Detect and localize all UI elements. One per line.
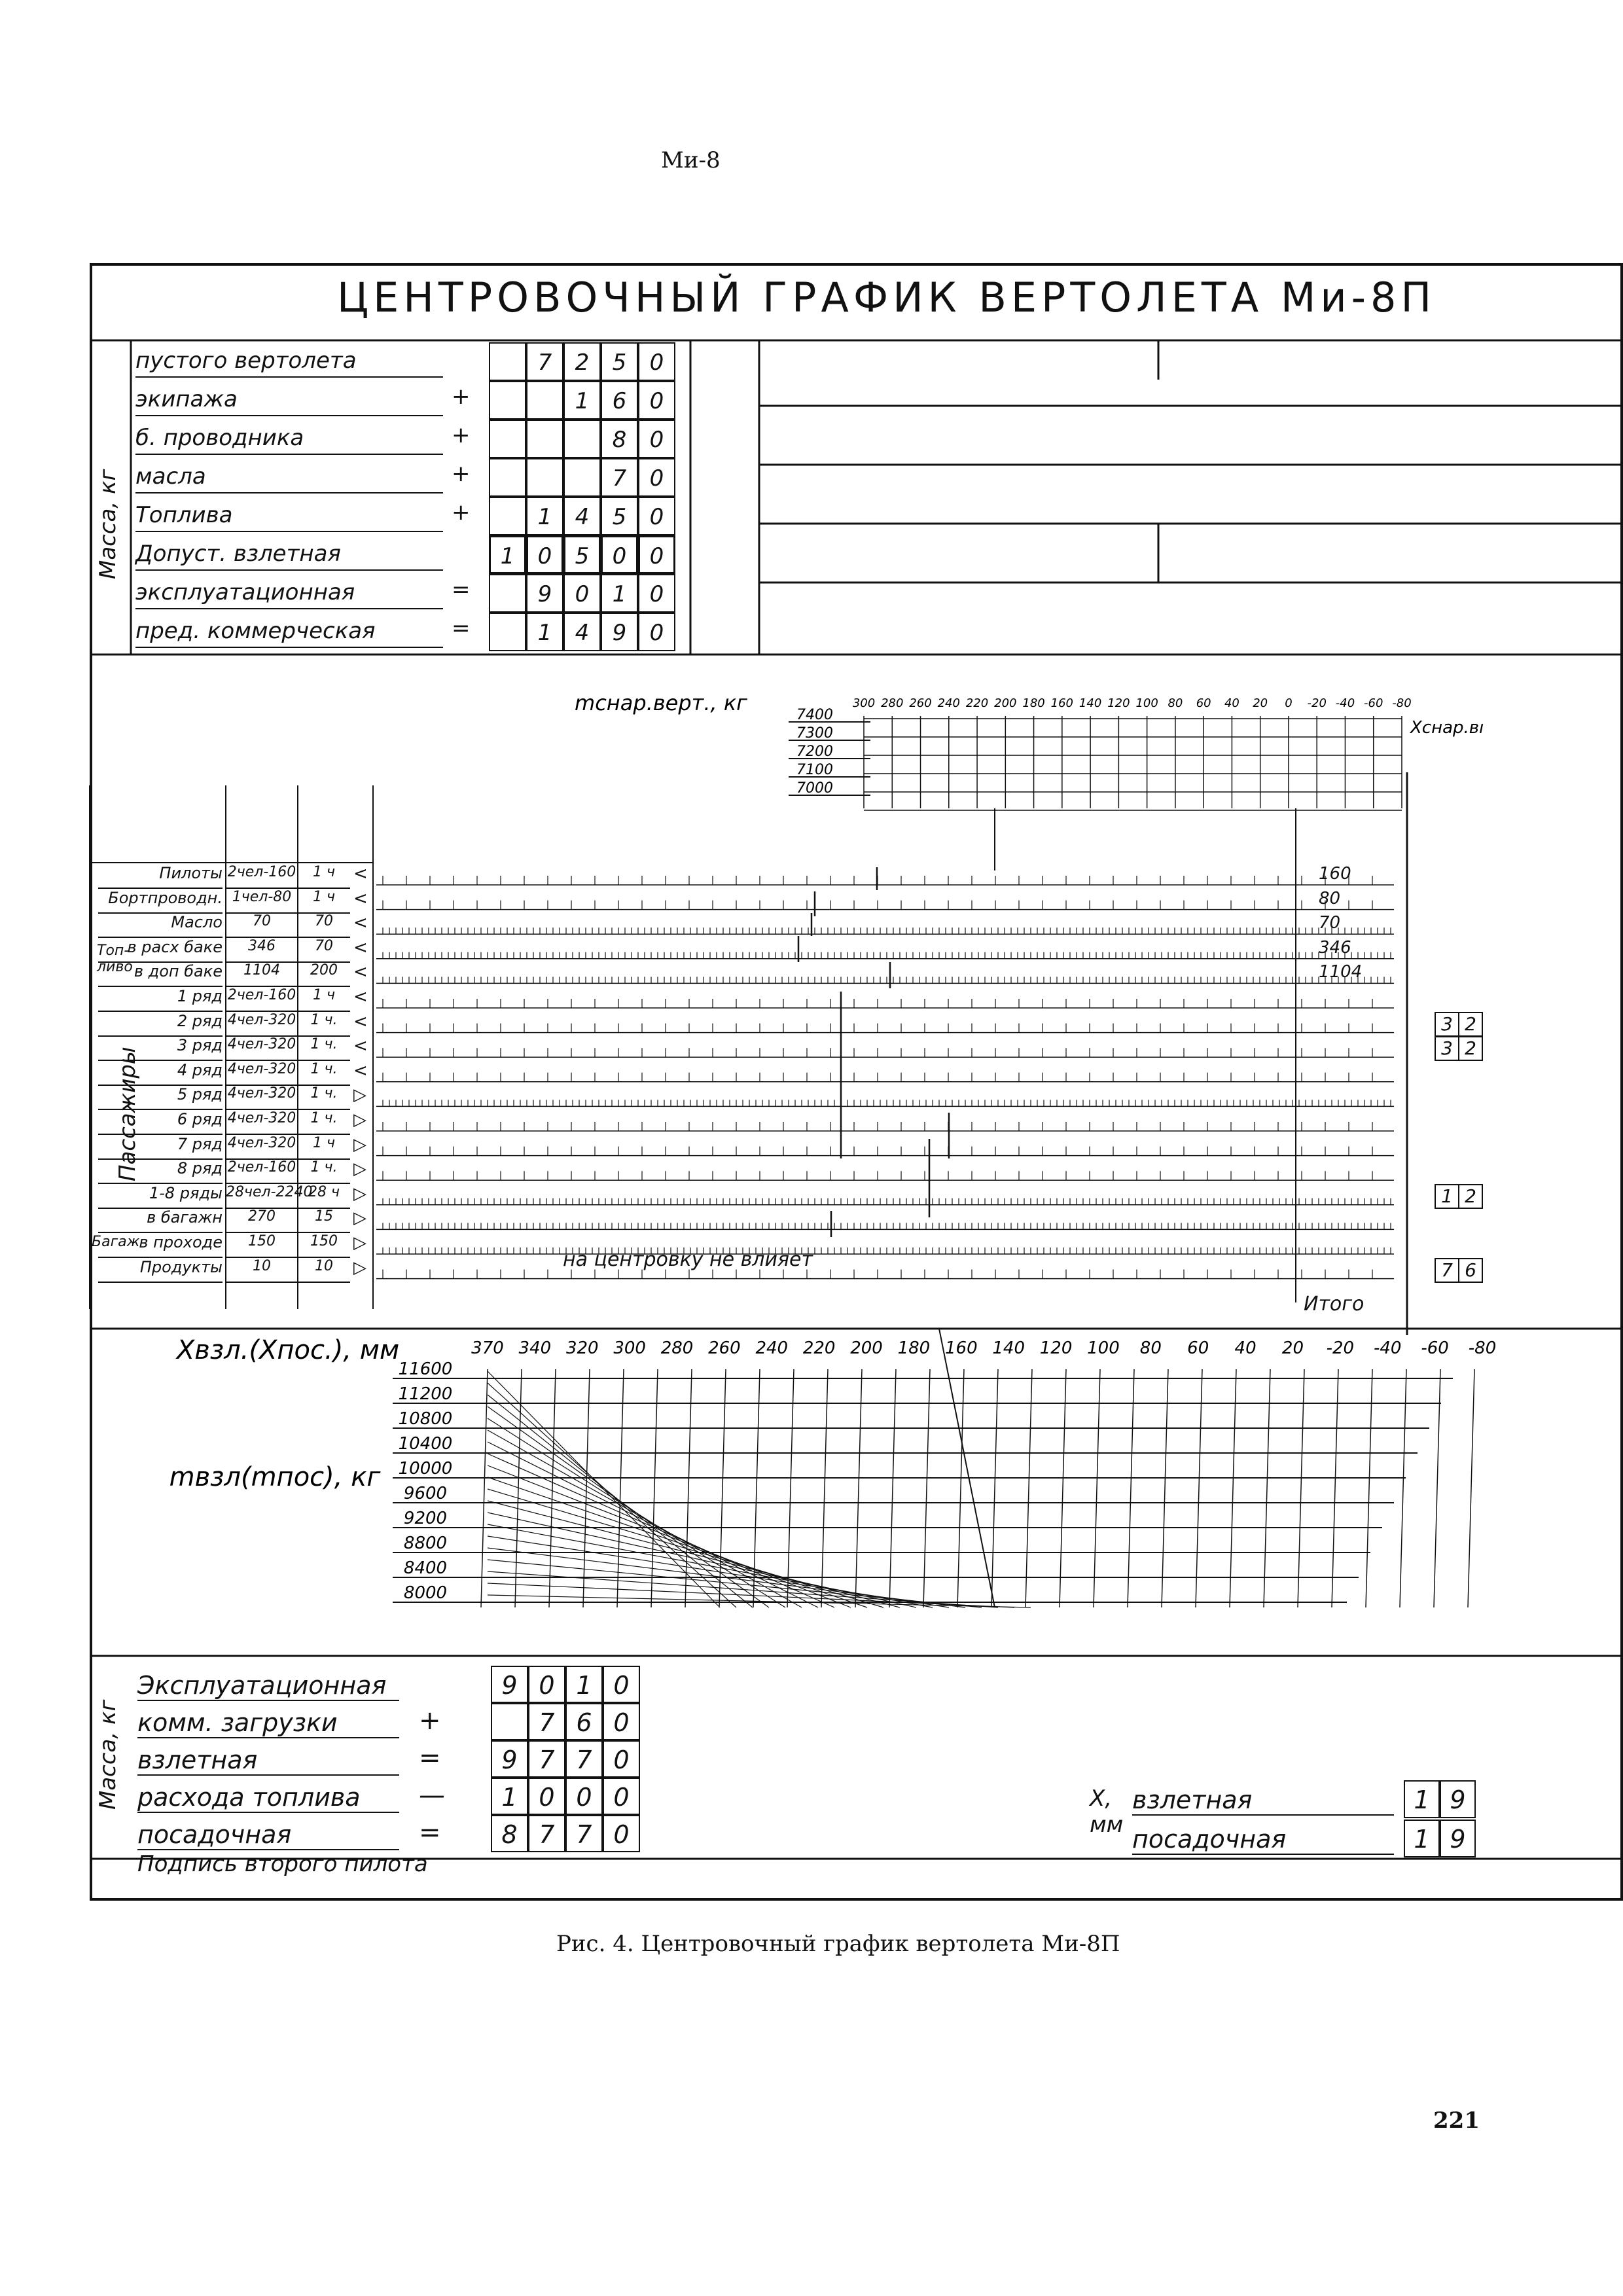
- lower-grid-v: [1128, 1369, 1134, 1607]
- load-row-div: 1 ч.: [298, 1036, 350, 1061]
- mass-row-label: Допуст. взлетная: [135, 541, 443, 571]
- load-row-div: 1 ч.: [298, 1061, 350, 1086]
- load-row-name: 7 ряд: [98, 1135, 223, 1160]
- upper-x-tick: 220: [965, 696, 989, 710]
- lower-x-tick: 60: [1187, 1338, 1209, 1358]
- lower-y-tick: 10400: [398, 1434, 453, 1454]
- mass-digit: 7: [601, 458, 638, 497]
- upper-x-tick: 0: [1285, 696, 1293, 710]
- bottom-mass-digit: 0: [603, 1703, 640, 1740]
- load-row-name: 4 ряд: [98, 1061, 223, 1086]
- bottom-mass-row-op: —: [419, 1780, 445, 1810]
- lower-grid-v: [855, 1369, 862, 1607]
- lower-x-tick: 140: [992, 1338, 1026, 1358]
- load-row-arrow: <: [353, 913, 368, 933]
- lower-y-tick: 8800: [403, 1534, 448, 1553]
- lower-y-tick: 10800: [398, 1409, 453, 1429]
- mass-digit: 1: [526, 497, 563, 535]
- mass-digit: 4: [563, 497, 601, 535]
- load-row-max: 4чел-320: [226, 1110, 298, 1135]
- upper-x-tick: -80: [1392, 696, 1412, 710]
- load-row-arrow: ▷: [353, 1257, 366, 1278]
- bottom-mass-label: Масса, кг: [95, 1699, 121, 1810]
- bottom-mass-digit: 7: [565, 1740, 603, 1778]
- load-row-div: 28 ч: [298, 1184, 350, 1209]
- upper-x-tick: 140: [1079, 696, 1102, 710]
- load-row-arrow: ▷: [353, 1134, 366, 1155]
- centering-label: X, мм: [1090, 1785, 1124, 1838]
- mass-row-label: б. проводника: [135, 425, 443, 455]
- lower-grid-v: [923, 1369, 930, 1607]
- load-row-name: в расх баке: [98, 938, 223, 963]
- mass-row-label: экипажа: [135, 386, 443, 416]
- load-row-name: в багажн: [98, 1208, 223, 1233]
- lower-grid-v: [1196, 1369, 1202, 1607]
- upper-y-tick: 7400: [796, 707, 833, 723]
- mass-digit: 0: [638, 342, 675, 381]
- load-row-max: 2чел-160: [226, 1159, 298, 1184]
- upper-y-tick: 7300: [796, 725, 833, 742]
- upper-x-tick: 80: [1168, 696, 1183, 710]
- mass-row-op: +: [452, 461, 471, 487]
- bottom-mass-digit: 9: [491, 1666, 528, 1703]
- upper-x-tick: 100: [1135, 696, 1158, 710]
- form-title: ЦЕНТРОВОЧНЫЙ ГРАФИК ВЕРТОЛЕТА Ми-8П: [337, 274, 1436, 321]
- centering-digit: 9: [1440, 1780, 1476, 1818]
- upper-x-label: Хснар.вı: [1410, 718, 1484, 738]
- lower-grid-v: [1366, 1369, 1372, 1607]
- upper-x-tick: 120: [1107, 696, 1130, 710]
- lower-y-tick: 8400: [403, 1558, 448, 1578]
- load-row-div: 10: [298, 1258, 350, 1283]
- load-row-arrow: ▷: [353, 1159, 366, 1179]
- lower-y-tick: 10000: [398, 1459, 453, 1479]
- running-header: Ми-8: [661, 147, 721, 173]
- upper-x-tick: -20: [1307, 696, 1327, 710]
- actual-value-b: 6: [1458, 1258, 1483, 1283]
- load-row-name: 5 ряд: [98, 1085, 223, 1110]
- bottom-mass-digit: 7: [565, 1815, 603, 1852]
- mass-row-label: эксплуатационная: [135, 579, 443, 609]
- lower-x-tick: 300: [613, 1338, 646, 1358]
- actual-value-a: 3: [1435, 1036, 1459, 1061]
- lower-grid-v: [1434, 1369, 1440, 1607]
- lower-grid-v: [1400, 1369, 1406, 1607]
- page-number: 221: [1433, 2108, 1480, 2134]
- lower-x-label: Хвзл.(Хпос.), мм: [176, 1335, 400, 1365]
- load-row-value: 80: [1319, 888, 1341, 908]
- load-row-name: 6 ряд: [98, 1110, 223, 1135]
- lower-x-tick: 80: [1139, 1338, 1162, 1358]
- load-row-value: 346: [1319, 937, 1351, 958]
- no-effect-note: на центровку не влияет: [563, 1248, 813, 1271]
- load-row-div: 1 ч: [298, 889, 350, 914]
- mass-row-label: пустого вертолета: [135, 348, 443, 378]
- mass-digit: 1: [489, 535, 526, 574]
- load-row-value: 1104: [1319, 962, 1363, 982]
- load-row-max: 2чел-160: [226, 987, 298, 1012]
- load-row-div: 15: [298, 1208, 350, 1233]
- lower-grid-v: [889, 1369, 896, 1607]
- upper-x-tick: 160: [1050, 696, 1074, 710]
- upper-x-tick: 60: [1196, 696, 1211, 710]
- mass-digit: 5: [601, 497, 638, 535]
- lower-grid-v: [651, 1369, 658, 1607]
- upper-y-tick: 7000: [796, 780, 833, 797]
- load-row-name: 1-8 ряды: [98, 1184, 223, 1209]
- mass-label: Масса, кг: [95, 469, 121, 579]
- upper-y-label: mснар.верт., кг: [575, 691, 747, 715]
- upper-x-tick: 20: [1253, 696, 1268, 710]
- lower-x-tick: 340: [518, 1338, 552, 1358]
- bottom-mass-digit: 0: [603, 1740, 640, 1778]
- mass-digit: 9: [601, 613, 638, 651]
- load-row-arrow: ▷: [353, 1208, 366, 1229]
- total-label: Итого: [1304, 1293, 1364, 1316]
- mass-digit: 5: [601, 342, 638, 381]
- mass-digit: 1: [563, 381, 601, 420]
- actual-value-b: 2: [1458, 1184, 1483, 1209]
- bottom-mass-digit: 0: [603, 1778, 640, 1815]
- lower-grid-v: [821, 1369, 828, 1607]
- lower-y-tick: 8000: [403, 1583, 448, 1603]
- lower-x-tick: 180: [897, 1338, 931, 1358]
- lower-grid-v: [617, 1369, 624, 1607]
- load-row-div: 1 ч: [298, 987, 350, 1012]
- fuel-group-label: Топ-ливо: [97, 942, 133, 975]
- load-row-div: 1 ч.: [298, 1110, 350, 1135]
- load-row-name: 8 ряд: [98, 1159, 223, 1184]
- load-row-arrow: <: [353, 1036, 368, 1056]
- mass-row-label: масла: [135, 463, 443, 493]
- load-row-value: 70: [1319, 913, 1341, 933]
- bottom-mass-digit: 0: [603, 1815, 640, 1852]
- lower-grid-v: [1162, 1369, 1168, 1607]
- lower-x-tick: 20: [1281, 1338, 1304, 1358]
- mass-row-op: +: [452, 384, 471, 410]
- load-row-max: 270: [226, 1208, 298, 1233]
- bottom-mass-row-op: [419, 1668, 452, 1697]
- load-row-name: в доп баке: [98, 962, 223, 987]
- upper-x-tick: 40: [1224, 696, 1240, 710]
- load-row-max: 1104: [226, 962, 298, 987]
- lower-x-tick: -40: [1374, 1338, 1402, 1358]
- load-row-div: 200: [298, 962, 350, 987]
- bottom-mass-row-op: =: [419, 1818, 441, 1848]
- lower-y-tick: 11600: [398, 1359, 453, 1379]
- bottom-mass-digit: 0: [603, 1666, 640, 1703]
- bottom-mass-row-label: взлетная: [137, 1746, 399, 1776]
- lower-x-tick: -60: [1421, 1338, 1449, 1358]
- bottom-mass-digit: 0: [528, 1778, 565, 1815]
- passengers-group-label: Пассажиры: [115, 1047, 141, 1181]
- centering-digit: 9: [1440, 1820, 1476, 1857]
- lower-x-tick: -20: [1326, 1338, 1355, 1358]
- lower-y-tick: 9200: [403, 1509, 448, 1528]
- load-row-max: 2чел-160: [226, 864, 298, 889]
- load-row-div: 1 ч.: [298, 1159, 350, 1184]
- lower-x-tick: 220: [802, 1338, 836, 1358]
- load-row-value: 160: [1319, 864, 1351, 884]
- bottom-mass-row-label: расхода топлива: [137, 1783, 399, 1813]
- mass-digit: 7: [526, 342, 563, 381]
- load-row-name: Масло: [98, 913, 223, 938]
- lower-diagonal: [488, 1583, 1014, 1607]
- lower-pointer: [939, 1329, 995, 1607]
- upper-x-tick: 180: [1022, 696, 1045, 710]
- lower-grid-v: [787, 1369, 794, 1607]
- bottom-mass-row-label: Эксплуатационная: [137, 1671, 399, 1701]
- load-row-max: 28чел-2240: [226, 1184, 298, 1209]
- bottom-mass-digit: 0: [528, 1666, 565, 1703]
- lower-grid-v: [549, 1369, 556, 1607]
- lower-x-tick: 100: [1087, 1338, 1120, 1358]
- mass-digit: 4: [563, 613, 601, 651]
- lower-grid-v: [991, 1369, 998, 1607]
- mass-digit: 0: [638, 381, 675, 420]
- bottom-mass-row-label: посадочная: [137, 1820, 399, 1850]
- mass-digit: 0: [601, 535, 638, 574]
- mass-digit: 0: [638, 497, 675, 535]
- lower-grid-v: [1332, 1369, 1338, 1607]
- load-row-name: в проходе: [98, 1233, 223, 1258]
- lower-y-tick: 11200: [398, 1384, 453, 1404]
- lower-x-tick: 320: [565, 1338, 599, 1358]
- mass-row-label: Топлива: [135, 502, 443, 532]
- bottom-mass-row-op: =: [419, 1743, 441, 1773]
- lower-x-tick: 200: [850, 1338, 883, 1358]
- load-row-arrow: ▷: [353, 1085, 366, 1105]
- load-row-arrow: <: [353, 1011, 368, 1031]
- actual-value-b: 2: [1458, 1012, 1483, 1037]
- lower-x-tick: 160: [944, 1338, 978, 1358]
- signature-label: Подпись второго пилота: [137, 1851, 428, 1877]
- mass-digit: 0: [526, 535, 563, 574]
- bottom-mass-digit: 7: [528, 1815, 565, 1852]
- lower-y-label: mвзл(mпос), кг: [169, 1462, 381, 1492]
- mass-row-label: пред. коммерческая: [135, 618, 443, 648]
- upper-x-tick: 260: [909, 696, 932, 710]
- mass-digit: 8: [601, 420, 638, 458]
- actual-value-a: 3: [1435, 1012, 1459, 1037]
- load-row-div: 1 ч.: [298, 1085, 350, 1110]
- mass-digit: 2: [563, 342, 601, 381]
- load-row-name: Пилоты: [98, 864, 223, 889]
- load-row-arrow: ▷: [353, 1233, 366, 1253]
- mass-row-op: +: [452, 422, 471, 448]
- lower-x-tick: -80: [1468, 1338, 1497, 1358]
- bottom-mass-digit: 1: [491, 1778, 528, 1815]
- load-row-div: 1 ч: [298, 1135, 350, 1160]
- lower-grid-v: [1060, 1369, 1066, 1607]
- mass-digit: 1: [601, 574, 638, 613]
- mass-digit: 1: [526, 613, 563, 651]
- load-row-arrow: <: [353, 1060, 368, 1081]
- centering-digit: 1: [1404, 1780, 1440, 1818]
- mass-digit: 5: [563, 535, 601, 574]
- bottom-mass-digit: 1: [565, 1666, 603, 1703]
- bottom-mass-row-label: комм. загрузки: [137, 1708, 399, 1738]
- mass-digit: 9: [526, 574, 563, 613]
- mass-digit: 0: [638, 613, 675, 651]
- load-row-name: Продукты: [98, 1258, 223, 1283]
- lower-grid-v: [1230, 1369, 1236, 1607]
- upper-y-tick: 7100: [796, 762, 833, 778]
- lower-grid-v: [1264, 1369, 1270, 1607]
- lower-grid-v: [481, 1369, 488, 1607]
- baggage-group-label: Багаж: [92, 1234, 140, 1250]
- lower-x-tick: 280: [660, 1338, 694, 1358]
- centering-digit: 1: [1404, 1820, 1440, 1857]
- load-row-arrow: <: [353, 987, 368, 1007]
- load-row-div: 70: [298, 938, 350, 963]
- actual-value-b: 2: [1458, 1036, 1483, 1061]
- figure-caption: Рис. 4. Центровочный график вертолета Ми-8П: [556, 1931, 1120, 1957]
- lower-x-tick: 40: [1234, 1338, 1257, 1358]
- load-row-max: 346: [226, 938, 298, 963]
- load-row-name: 3 ряд: [98, 1036, 223, 1061]
- mass-digit: 6: [601, 381, 638, 420]
- load-row-arrow: ▷: [353, 1110, 366, 1130]
- load-row-arrow: ▷: [353, 1183, 366, 1204]
- mass-digit: 0: [638, 458, 675, 497]
- mass-digit: 0: [638, 535, 675, 574]
- load-row-div: 70: [298, 913, 350, 938]
- actual-value-a: 1: [1435, 1184, 1459, 1209]
- lower-diagonal: [488, 1595, 1031, 1607]
- bottom-mass-digit: [491, 1703, 528, 1740]
- mass-digit: 0: [563, 574, 601, 613]
- load-row-max: 4чел-320: [226, 1012, 298, 1037]
- load-row-name: 1 ряд: [98, 987, 223, 1012]
- bottom-mass-digit: 7: [528, 1740, 565, 1778]
- mass-digit: 0: [638, 420, 675, 458]
- load-row-div: 150: [298, 1233, 350, 1258]
- lower-grid-v: [583, 1369, 590, 1607]
- bottom-mass-digit: 9: [491, 1740, 528, 1778]
- upper-y-tick: 7200: [796, 744, 833, 760]
- load-row-max: 4чел-320: [226, 1036, 298, 1061]
- upper-x-tick: 280: [881, 696, 904, 710]
- lower-grid-v: [1026, 1369, 1032, 1607]
- centering-row-label: посадочная: [1132, 1825, 1394, 1855]
- load-row-arrow: <: [353, 864, 368, 884]
- load-row-max: 4чел-320: [226, 1061, 298, 1086]
- lower-grid-v: [1094, 1369, 1100, 1607]
- load-row-max: 70: [226, 913, 298, 938]
- bottom-mass-digit: 0: [565, 1778, 603, 1815]
- load-row-name: Бортпроводн.: [98, 889, 223, 914]
- load-row-arrow: <: [353, 888, 368, 908]
- load-row-arrow: <: [353, 937, 368, 958]
- load-row-max: 150: [226, 1233, 298, 1258]
- lower-grid-v: [957, 1369, 964, 1607]
- load-row-div: 1 ч.: [298, 1012, 350, 1037]
- centering-row-label: взлетная: [1132, 1785, 1394, 1816]
- load-row-max: 1чел-80: [226, 889, 298, 914]
- upper-x-tick: -60: [1364, 696, 1383, 710]
- load-row-name: 2 ряд: [98, 1012, 223, 1037]
- mass-row-op: +: [452, 499, 471, 526]
- upper-x-tick: 300: [852, 696, 876, 710]
- lower-y-tick: 9600: [403, 1484, 448, 1503]
- load-row-arrow: <: [353, 962, 368, 982]
- lower-x-tick: 260: [708, 1338, 741, 1358]
- bottom-mass-digit: 8: [491, 1815, 528, 1852]
- lower-x-tick: 370: [471, 1338, 504, 1358]
- lower-x-tick: 240: [755, 1338, 789, 1358]
- load-row-div: 1 ч: [298, 864, 350, 889]
- lower-grid-v: [685, 1369, 692, 1607]
- upper-x-tick: 240: [937, 696, 960, 710]
- load-row-max: 10: [226, 1258, 298, 1283]
- bottom-mass-row-op: +: [419, 1706, 441, 1736]
- upper-x-tick: 200: [994, 696, 1017, 710]
- load-row-max: 4чел-320: [226, 1085, 298, 1110]
- load-row-max: 4чел-320: [226, 1135, 298, 1160]
- lower-x-tick: 120: [1039, 1338, 1073, 1358]
- bottom-mass-digit: 6: [565, 1703, 603, 1740]
- lower-grid-v: [1468, 1369, 1474, 1607]
- mass-row-op: =: [452, 577, 471, 603]
- actual-value-a: 7: [1435, 1258, 1459, 1283]
- mass-digit: 0: [638, 574, 675, 613]
- bottom-mass-digit: 7: [528, 1703, 565, 1740]
- upper-x-tick: -40: [1335, 696, 1355, 710]
- lower-grid-v: [1298, 1369, 1304, 1607]
- mass-row-op: =: [452, 615, 471, 641]
